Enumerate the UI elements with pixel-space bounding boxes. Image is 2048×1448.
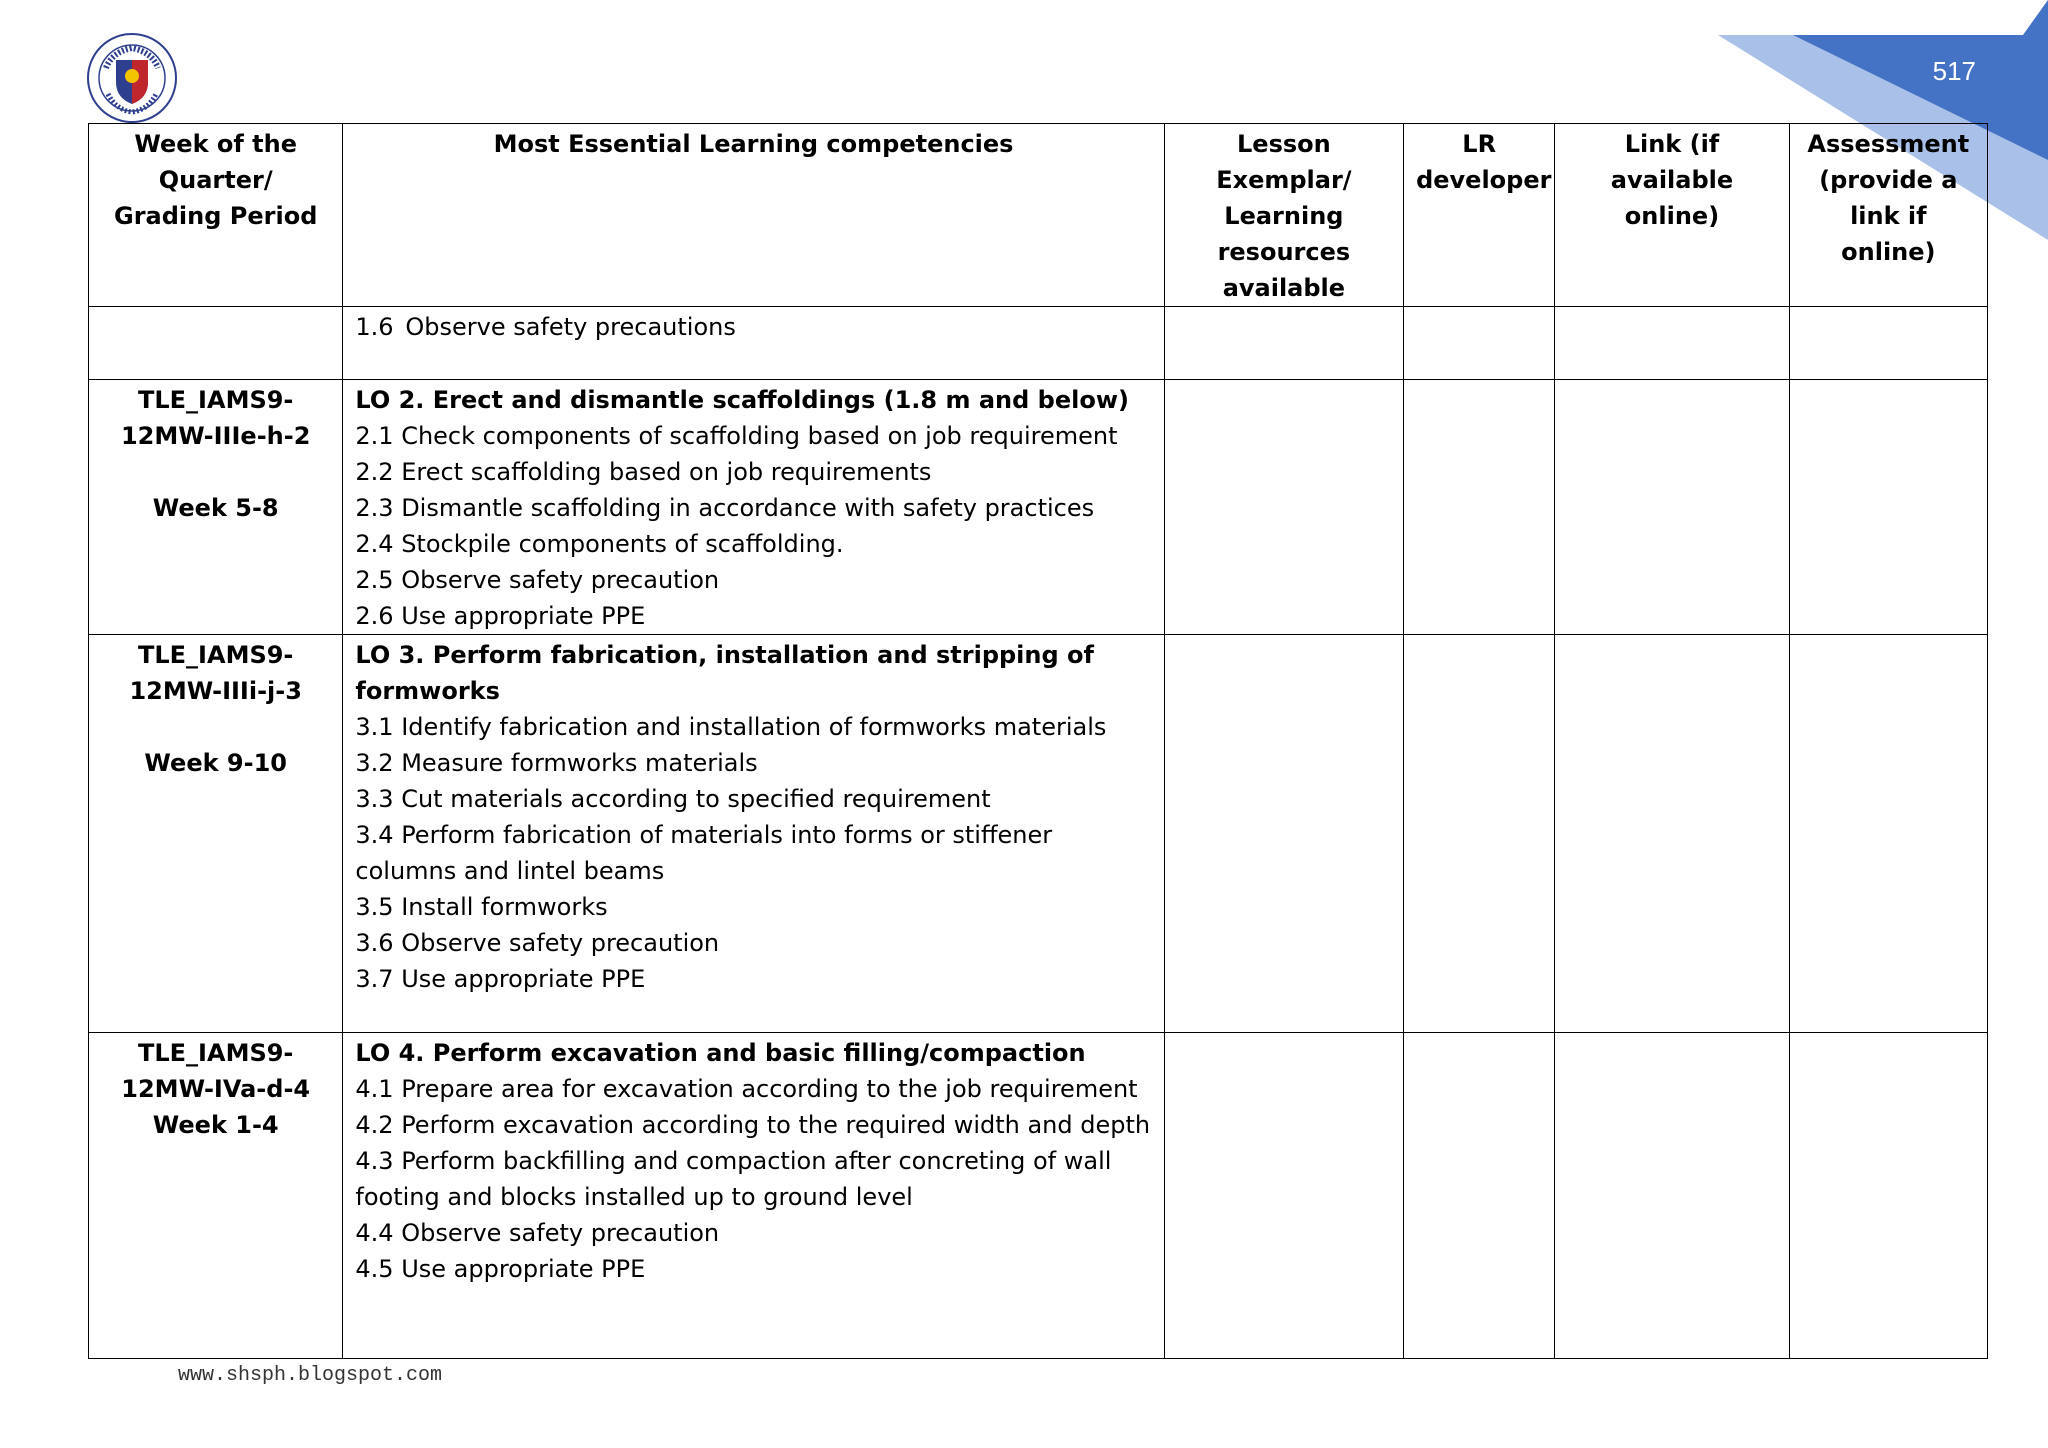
competency-item: 2.6 Use appropriate PPE <box>355 602 646 630</box>
lr-cell <box>1404 307 1555 380</box>
lesson-cell <box>1164 307 1403 380</box>
table-row <box>89 1033 1988 1359</box>
competency-cell <box>343 307 1164 380</box>
competency-cell <box>343 635 1164 1033</box>
week-cell <box>89 1033 343 1359</box>
lesson-cell <box>1164 635 1403 1033</box>
week-cell <box>89 635 343 1033</box>
competency-cell <box>343 1033 1164 1359</box>
week-label: Week 5-8 <box>152 494 279 522</box>
assessment-cell <box>1789 307 1987 380</box>
table-header-row <box>89 124 1988 307</box>
assessment-cell <box>1789 380 1987 635</box>
item-number: 1.6 <box>355 313 394 341</box>
competency-item: 2.3 Dismantle scaffolding in accordance with safety practices <box>355 494 1095 522</box>
deped-seal-icon <box>86 32 178 124</box>
competency-code: TLE_IAMS9-12MW-IIIe-h-2 <box>120 386 311 450</box>
week-label: Week 1-4 <box>152 1111 279 1139</box>
link-cell <box>1555 1033 1789 1359</box>
header-assessment: Assessment (provide a link if online) <box>1789 124 1987 307</box>
lesson-cell <box>1164 1033 1403 1359</box>
competency-item: 4.5 Use appropriate PPE <box>355 1255 646 1283</box>
lo-title: LO 2. Erect and dismantle scaffoldings (1.8 m and below) <box>355 386 1129 414</box>
lo-title: LO 4. Perform excavation and basic filling/compaction <box>355 1039 1086 1067</box>
assessment-cell <box>1789 1033 1987 1359</box>
table-row <box>89 635 1988 1033</box>
week-cell <box>89 307 343 380</box>
competency-item: 3.5 Install formworks <box>355 893 608 921</box>
lesson-cell <box>1164 380 1403 635</box>
header-melc: Most Essential Learning competencies <box>343 124 1164 307</box>
competency-item: 2.2 Erect scaffolding based on job requirements <box>355 458 932 486</box>
competency-item: 3.6 Observe safety precaution <box>355 929 720 957</box>
competency-item: 4.4 Observe safety precaution <box>355 1219 720 1247</box>
melc-table <box>88 123 1988 1359</box>
header-week: Week of the Quarter/ Grading Period <box>89 124 343 307</box>
lo-title: LO 3. Perform fabrication, installation and stripping of formworks <box>355 641 1094 705</box>
link-cell <box>1555 307 1789 380</box>
link-cell <box>1555 635 1789 1033</box>
lr-cell <box>1404 635 1555 1033</box>
competency-item: 2.5 Observe safety precaution <box>355 566 720 594</box>
competency-item: 4.1 Prepare area for excavation according to the job requirement <box>355 1075 1138 1103</box>
competency-item: 4.3 Perform backfilling and compaction after concreting of wall footing and blocks installed up to ground level <box>355 1147 1112 1211</box>
week-cell <box>89 380 343 635</box>
competency-code: TLE_IAMS9-12MW-IVa-d-4 <box>121 1039 311 1103</box>
footer-url: www.shsph.blogspot.com <box>178 1364 443 1387</box>
competency-item: 3.7 Use appropriate PPE <box>355 965 646 993</box>
competency-cell <box>343 380 1164 635</box>
header-lesson-exemplar: Lesson Exemplar/ Learning resources available <box>1164 124 1403 307</box>
link-cell <box>1555 380 1789 635</box>
table-row <box>89 307 1988 380</box>
lr-cell <box>1404 380 1555 635</box>
competency-code: TLE_IAMS9-12MW-IIIi-j-3 <box>129 641 302 705</box>
competency-item: 2.1 Check components of scaffolding based on job requirement <box>355 422 1118 450</box>
competency-item: 3.4 Perform fabrication of materials into forms or stiffener columns and lintel beams <box>355 821 1053 885</box>
item-text: Observe safety precautions <box>405 313 736 341</box>
table-row <box>89 380 1988 635</box>
week-label: Week 9-10 <box>144 749 287 777</box>
competency-item: 4.2 Perform excavation according to the required width and depth <box>355 1111 1151 1139</box>
page-number: 517 <box>1932 56 1976 86</box>
competency-item: 3.2 Measure formworks materials <box>355 749 758 777</box>
header-link: Link (if available online) <box>1555 124 1789 307</box>
competency-item: 2.4 Stockpile components of scaffolding. <box>355 530 844 558</box>
competency-item: 3.1 Identify fabrication and installation of formworks materials <box>355 713 1107 741</box>
competency-item <box>355 309 1151 345</box>
lr-cell <box>1404 1033 1555 1359</box>
header-lr-developer: LR developer <box>1404 124 1555 307</box>
competency-item: 3.3 Cut materials according to specified requirement <box>355 785 991 813</box>
assessment-cell <box>1789 635 1987 1033</box>
